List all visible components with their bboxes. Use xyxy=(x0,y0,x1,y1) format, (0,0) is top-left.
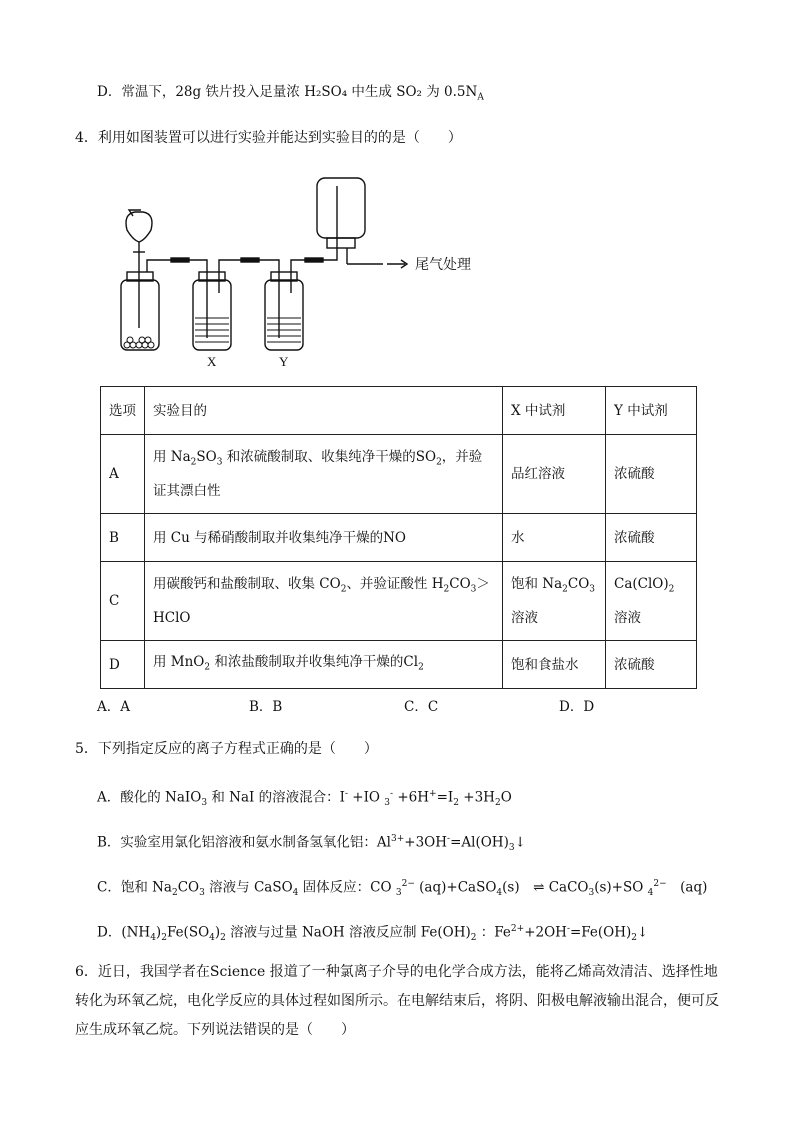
table-row xyxy=(101,641,697,689)
table-row xyxy=(101,562,697,641)
table-header-row xyxy=(101,387,697,435)
q5-option-c[interactable]: C．饱和 $Na_2CO_3$ 溶液与 CaSO$_4$ 固体反应：CO $_3^{2-}$ (aq)+CaSO$_4$(s) ⇌ CaCO$_3$(s)+SO $_4^{2-}$ (aq) xyxy=(97,879,708,899)
label-y: Y xyxy=(279,354,289,369)
header-goal: 实验目的 xyxy=(145,387,503,435)
table-row xyxy=(101,514,697,562)
row-x: 品红溶液 xyxy=(503,435,606,514)
row-goal: 用碳酸钙和盐酸制取、收集 $CO_2$、并验证酸性 $H_2CO_3>HClO$ xyxy=(145,562,503,641)
header-option: 选项 xyxy=(101,387,145,435)
q5-stem: 5．下列指定反应的离子方程式正确的是（ ） xyxy=(75,741,378,757)
q5-option-b[interactable]: B．实验室用氯化铝溶液和氨水制备氢氧化铝：$Al^{3+}+3OH^-=Al(OH)_3↓$ xyxy=(97,834,526,854)
row-y: 浓硫酸 xyxy=(606,514,697,562)
table-row xyxy=(101,435,697,514)
row-y: $Ca(ClO)_2$ 溶液 xyxy=(606,562,697,641)
row-option: A xyxy=(101,435,145,514)
apparatus-figure xyxy=(115,168,505,377)
q5-option-d[interactable]: D．$(NH_4)_2Fe(SO_4)_2$ 溶液与过量 NaOH 溶液反应制 $Fe(OH)_2$ ：$Fe^{2+}+2OH^-=Fe(OH)_2↓$ xyxy=(97,924,649,944)
experiment-table xyxy=(100,386,697,689)
row-x: 饱和 $Na_2CO_3$溶液 xyxy=(503,562,606,641)
row-goal: 用 MnO$_2$ 和浓盐酸制取并收集纯净干燥的$Cl_2$ xyxy=(145,641,503,689)
row-option: D xyxy=(101,641,145,689)
row-option: C xyxy=(101,562,145,641)
apparatus-svg xyxy=(115,168,505,373)
row-y: 浓硫酸 xyxy=(606,435,697,514)
header-x: X 中试剂 xyxy=(503,387,606,435)
q4-option-a[interactable]: A．A xyxy=(97,699,130,715)
row-goal: 用 Cu 与稀硝酸制取并收集纯净干燥的NO xyxy=(145,514,503,562)
prev-option-d: D．常温下，28g 铁片投入足量浓 H₂SO₄ 中生成 SO₂ 为 $0.5N_A$ xyxy=(97,84,484,103)
row-option: B xyxy=(101,514,145,562)
q4-stem: 4．利用如图装置可以进行实验并能达到实验目的的是（ ） xyxy=(75,130,462,146)
row-x: 饱和食盐水 xyxy=(503,641,606,689)
label-x: X xyxy=(207,354,217,369)
q5-option-a[interactable]: A．酸化的 NaIO$_3$ 和 NaI 的溶液混合：I- +IO $_3^- +6H^+=I_2 +3H_2O$ xyxy=(97,789,512,809)
row-x: 水 xyxy=(503,514,606,562)
row-y: 浓硫酸 xyxy=(606,641,697,689)
header-y: Y 中试剂 xyxy=(606,387,697,435)
exhaust-label: 尾气处理 xyxy=(415,258,471,273)
q4-option-b[interactable]: B．B xyxy=(249,699,283,715)
funnel-bulb xyxy=(126,212,152,242)
q4-option-d[interactable]: D．D xyxy=(559,699,595,715)
q4-option-c[interactable]: C．C xyxy=(404,699,439,715)
q6-text: 6．近日，我国学者在Science 报道了一种氯离子介导的电化学合成方法，能将乙烯高效清洁、选择性地转化为环氧乙烷，电化学反应的具体过程如图所示。在电解结束后，将阴、阳极电解液输出混合，便可反应生成环氧乙烷。下列说法错误的是（ ） xyxy=(75,964,719,1038)
row-goal: 用 $Na_2SO_3$ 和浓硫酸制取、收集纯净干燥的$SO_2$，并验证其漂白性 xyxy=(145,435,503,514)
